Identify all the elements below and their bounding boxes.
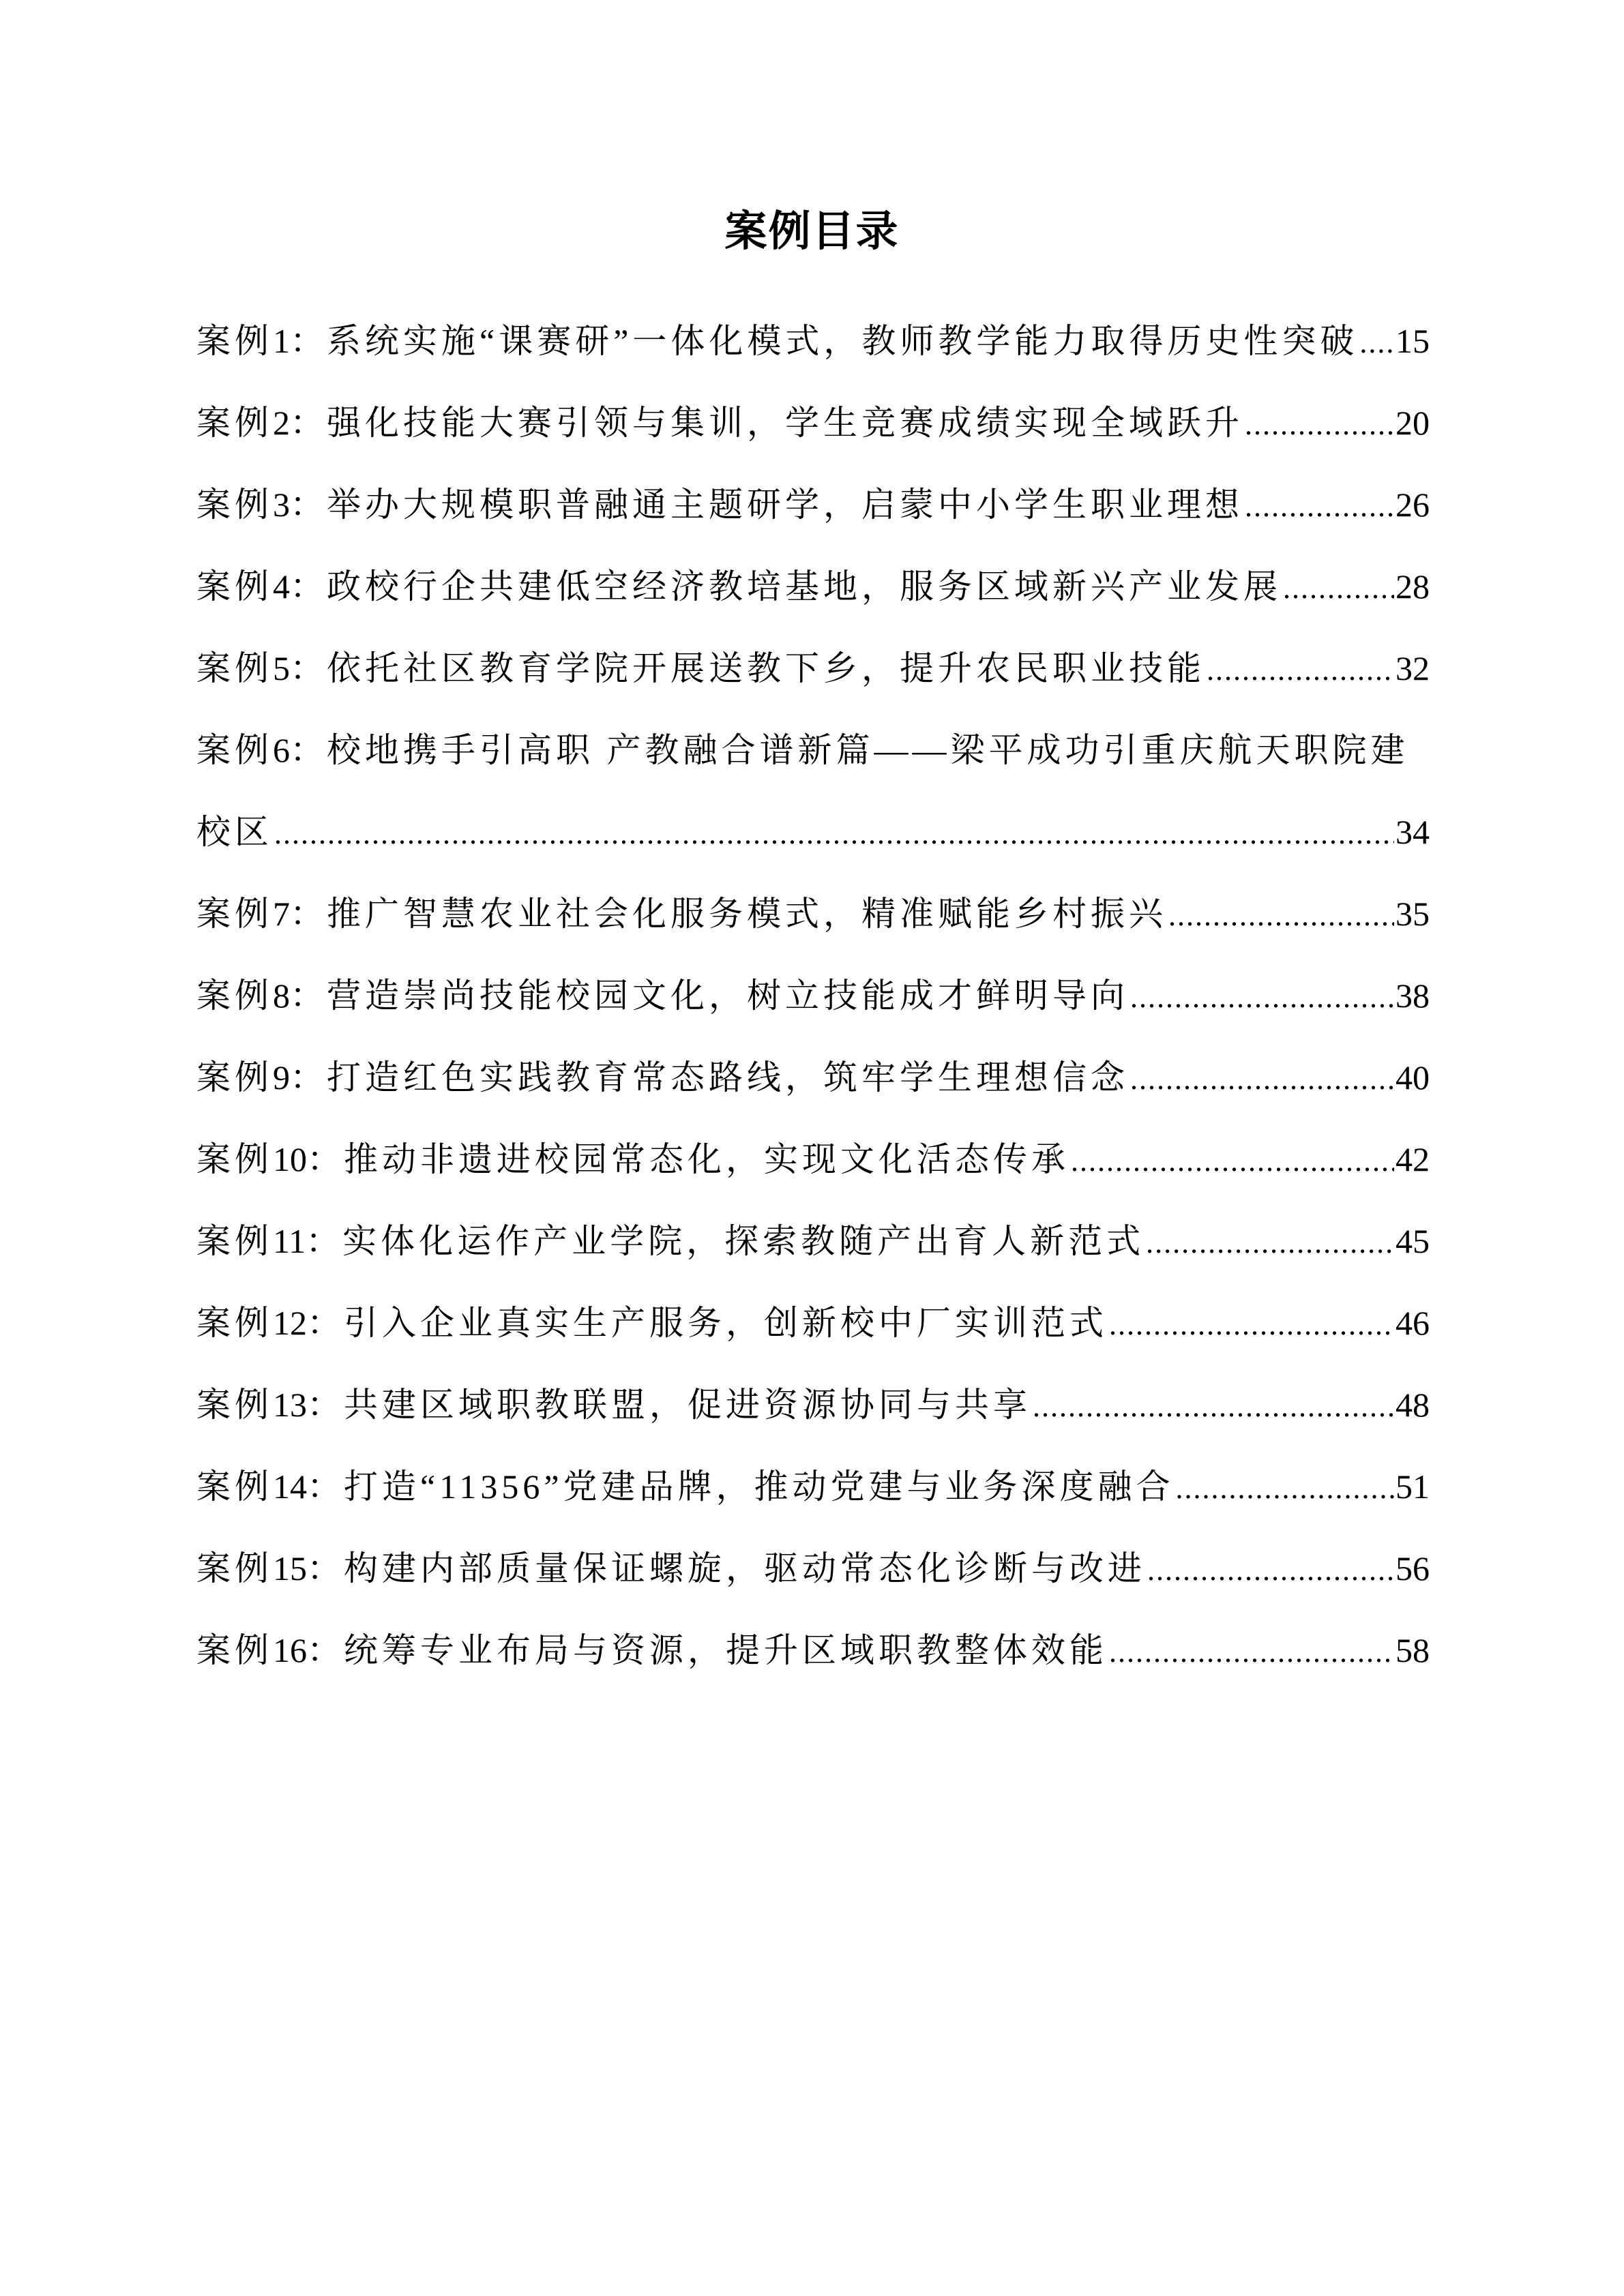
toc-entry-number: 2： [273,404,324,442]
toc-entry-15[interactable] [196,1527,1430,1609]
toc-entry-page: 38 [1396,976,1430,1015]
dot-leader [1109,1611,1394,1693]
toc-entry-5[interactable] [196,627,1430,709]
toc-entry-title: 举办大规模职普融通主题研学，启蒙中小学生职业理想 [327,486,1243,524]
toc-entry-10[interactable] [196,1118,1430,1200]
toc-entry-prefix: 案例 [196,895,273,933]
toc-entry-page: 32 [1396,649,1430,687]
dot-leader [1109,1284,1394,1366]
toc-entry-prefix: 案例 [196,1058,273,1097]
toc-entry-prefix: 案例 [196,486,273,524]
toc-entry-page: 20 [1396,404,1430,442]
toc-entry-7[interactable] [196,873,1430,955]
toc-entry-title: 营造崇尚技能校园文化，树立技能成才鲜明导向 [327,976,1129,1015]
toc-entry-prefix: 案例 [196,1631,273,1669]
toc-entry-title: 打造“11356”党建品牌，推动党建与业务深度融合 [344,1467,1175,1506]
toc-entry-page: 28 [1396,567,1430,606]
toc-entry-14[interactable] [196,1446,1430,1527]
toc-entry-prefix: 案例 [196,731,273,769]
toc-entry-1[interactable] [196,300,1430,382]
toc-entry-number: 3： [273,486,324,524]
toc-entry-title: 打造红色实践教育常态路线，筑牢学生理想信念 [327,1058,1129,1097]
toc-entry-page: 34 [1396,813,1430,851]
toc-entry-3[interactable] [196,464,1430,546]
toc-entry-page: 42 [1396,1140,1430,1178]
toc-entry-page: 51 [1396,1467,1430,1506]
toc-entry-title: 政校行企共建低空经济教培基地，服务区域新兴产业发展 [327,567,1282,606]
toc-entry-title: 校地携手引高职 产教融合谱新篇——梁平成功引重庆航天职院建 [327,731,1409,769]
toc-entry-prefix: 案例 [196,1304,273,1342]
dot-leader [1283,548,1394,629]
toc-entry-number: 6： [273,731,324,769]
toc-entry-number: 7： [273,895,324,933]
dot-leader [1146,1202,1394,1284]
toc-entry-9[interactable] [196,1037,1430,1118]
toc-entry-number: 12： [273,1304,341,1342]
toc-entry-11[interactable] [196,1200,1430,1282]
toc-entry-prefix: 案例 [196,976,273,1015]
toc-entry-title: 强化技能大赛引领与集训，学生竞赛成绩实现全域跃升 [327,404,1243,442]
dot-leader [1176,1448,1394,1530]
toc-entry-prefix: 案例 [196,404,273,442]
toc-entry-title: 依托社区教育学院开展送教下乡，提升农民职业技能 [327,649,1205,687]
toc-entry-number: 10： [273,1140,341,1178]
dot-leader [1168,875,1394,957]
toc-entry-6-continued[interactable] [196,791,1430,873]
toc-entry-page: 58 [1396,1631,1430,1669]
toc-entry-number: 16： [273,1631,341,1669]
toc-entry-prefix: 案例 [196,1140,273,1178]
toc-entry-page: 15 [1396,322,1430,360]
toc-entry-page: 45 [1396,1222,1430,1260]
toc-entry-4[interactable] [196,546,1430,627]
toc-entry-number: 13： [273,1386,341,1424]
toc-list [196,300,1430,1691]
toc-entry-prefix: 案例 [196,1222,273,1260]
toc-entry-title-continued: 校区 [196,813,273,851]
dot-leader [1071,1120,1394,1202]
toc-entry-12[interactable] [196,1282,1430,1364]
toc-entry-number: 9： [273,1058,324,1097]
toc-entry-title: 引入企业真实生产服务，创新校中厂实训范式 [344,1304,1108,1342]
toc-entry-prefix: 案例 [196,322,273,360]
toc-entry-prefix: 案例 [196,1386,273,1424]
toc-entry-title: 系统实施“课赛研”一体化模式，教师教学能力取得历史性突破 [327,322,1359,360]
toc-entry-page: 56 [1396,1549,1430,1587]
dot-leader [1033,1366,1394,1448]
dot-leader [1130,957,1394,1039]
toc-entry-number: 8： [273,976,324,1015]
toc-entry-page: 48 [1396,1386,1430,1424]
toc-entry-2[interactable] [196,382,1430,464]
toc-entry-13[interactable] [196,1364,1430,1446]
toc-entry-number: 4： [273,567,324,606]
toc-entry-number: 5： [273,649,324,687]
dot-leader [1245,466,1394,548]
toc-entry-prefix: 案例 [196,649,273,687]
toc-entry-page: 46 [1396,1304,1430,1342]
dot-leader [1130,1039,1394,1120]
toc-entry-8[interactable] [196,955,1430,1037]
dot-leader [1359,302,1394,384]
dot-leader [1245,384,1394,466]
toc-entry-title: 构建内部质量保证螺旋，驱动常态化诊断与改进 [344,1549,1146,1587]
toc-entry-title: 共建区域职教联盟，促进资源协同与共享 [344,1386,1031,1424]
toc-entry-title: 推广智慧农业社会化服务模式，精准赋能乡村振兴 [327,895,1167,933]
toc-entry-number: 15： [273,1549,341,1587]
toc-entry-16[interactable] [196,1609,1430,1691]
toc-entry-6[interactable] [196,709,1430,791]
toc-entry-prefix: 案例 [196,1467,273,1506]
toc-entry-number: 14： [273,1467,341,1506]
toc-entry-page: 35 [1396,895,1430,933]
toc-entry-page: 40 [1396,1058,1430,1097]
toc-title: 案例目录 [724,209,900,255]
toc-entry-prefix: 案例 [196,1549,273,1587]
toc-entry-number: 11： [273,1222,340,1260]
toc-entry-page: 26 [1396,486,1430,524]
dot-leader [1207,629,1394,711]
toc-entry-title: 实体化运作产业学院，探索教随产出育人新范式 [342,1222,1145,1260]
toc-entry-title: 推动非遗进校园常态化，实现文化活态传承 [344,1140,1069,1178]
toc-entry-number: 1： [273,322,324,360]
dot-leader [1147,1530,1394,1611]
dot-leader [274,793,1394,875]
toc-entry-title: 统筹专业布局与资源，提升区域职教整体效能 [344,1631,1108,1669]
toc-entry-prefix: 案例 [196,567,273,606]
